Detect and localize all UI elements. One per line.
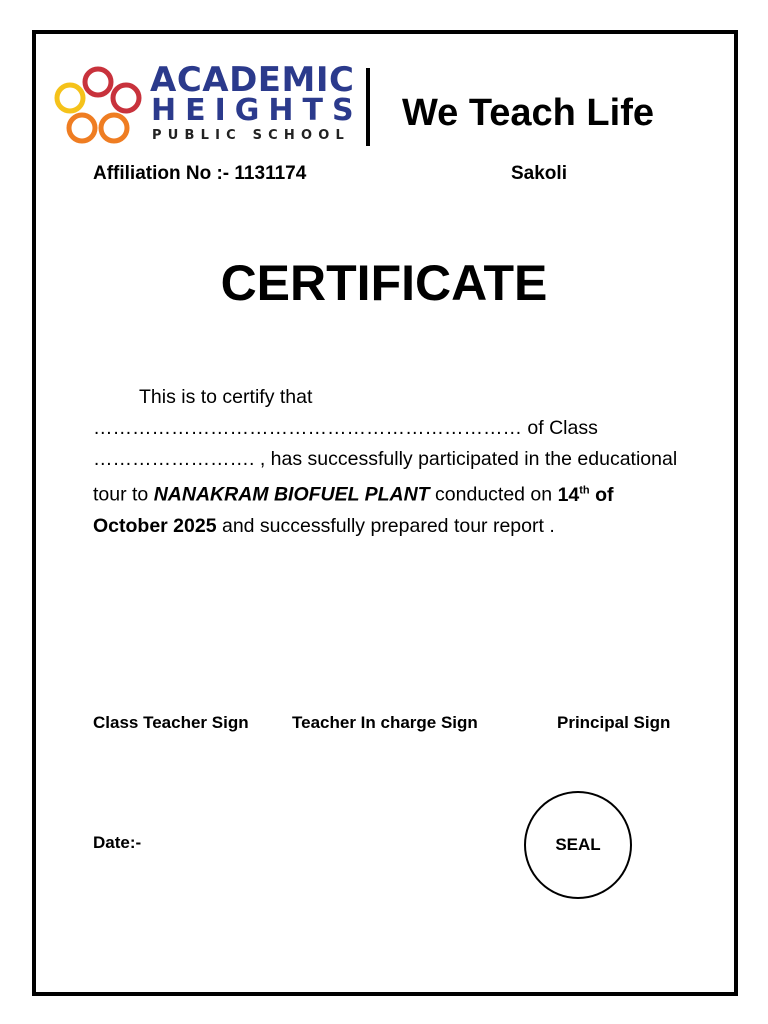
seal-label: SEAL <box>555 835 601 854</box>
school-name-line1: ACADEMIC <box>150 60 355 100</box>
body-line-report: and successfully prepared tour report . <box>221 514 555 537</box>
tour-day: 14 <box>557 483 580 506</box>
header-divider <box>366 68 370 146</box>
school-name-line3: PUBLIC SCHOOL <box>152 128 350 143</box>
seal-circle <box>524 791 632 899</box>
certificate-title: CERTIFICATE <box>220 255 548 311</box>
school-tagline: We Teach Life <box>402 92 654 134</box>
school-location: Sakoli <box>511 163 567 184</box>
affiliation-number: Affiliation No :- 1131174 <box>93 163 307 184</box>
principal-sign-label: Principal Sign <box>557 713 671 732</box>
body-line-certify: This is to certify that ………………………………………………………… <box>93 386 522 439</box>
interlinked-rings-logo-icon <box>54 64 142 148</box>
school-name-line2: HEIGHTS <box>151 93 363 128</box>
tour-month-year: of October 2025 <box>93 483 614 537</box>
tour-day-ordinal: th <box>579 484 590 496</box>
body-line-class: of Class ……………………. , has successfully participated in the educational tour to <box>93 417 678 506</box>
teacher-in-charge-sign-label: Teacher In charge Sign <box>292 713 478 732</box>
certificate-body <box>93 382 683 542</box>
tour-place: NANAKRAM BIOFUEL PLANT <box>153 483 430 506</box>
body-line-conducted: conducted on <box>435 483 553 506</box>
date-label: Date:- <box>93 833 142 852</box>
class-teacher-sign-label: Class Teacher Sign <box>93 713 249 732</box>
